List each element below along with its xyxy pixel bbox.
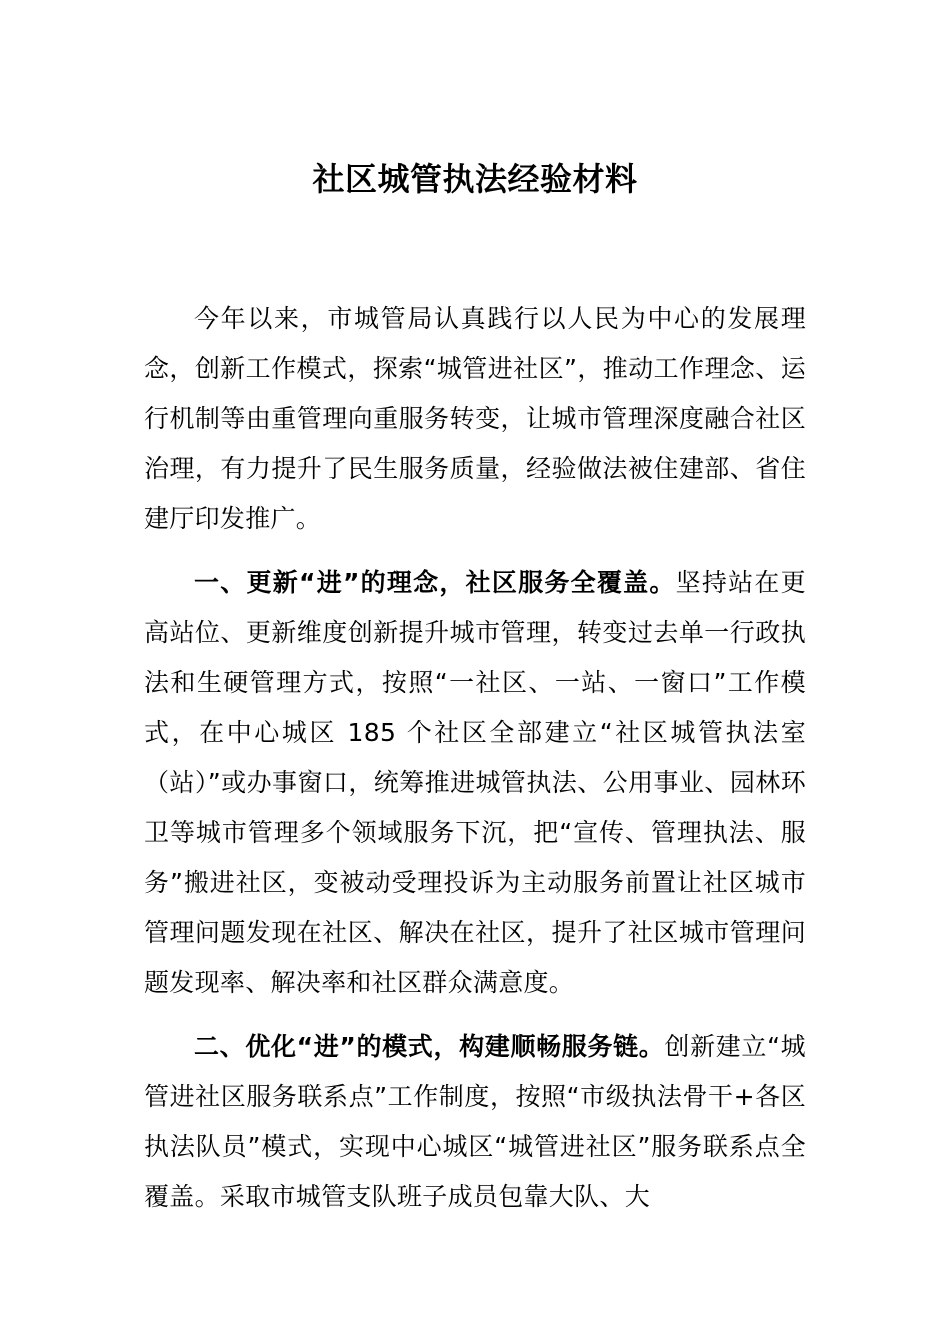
paragraph-text: 今年以来，市城管局认真践行以人民为中心的发展理念，创新工作模式，探索“城管进社区”，推动工作理念、运行机制等由重管理向重服务转变，让城市管理深度融合社区治理，有力提升了民生服务质量，经验做法被住建部、省住建厅印发推广。	[144, 304, 806, 533]
paragraph-text: 坚持站在更高站位、更新维度创新提升城市管理，转变过去单一行政执法和生硬管理方式，按照“一社区、一站、一窗口”工作模式，在中心城区 185 个社区全部建立“社区城管执法室（站）”或办事窗口，统筹推进城管执法、公用事业、园林环卫等城市管理多个领域服务下沉，把“宣传、管理执法、服务”搬进社区，变被动受理投诉为主动服务前置让社区城市管理问题发现在社区、解决在社区，提升了社区城市管理问题发现率、解决率和社区群众满意度。	[144, 568, 806, 997]
document-body	[144, 294, 806, 1236]
document-title: 社区城管执法经验材料	[312, 160, 638, 198]
paragraph-heading: 一、更新“进”的理念，社区服务全覆盖。	[194, 568, 676, 597]
paragraph-text: 创新建立“城管进社区服务联系点”工作制度，按照“市级执法骨干+各区执法队员”模式，实现中心城区“城管进社区”服务联系点全覆盖。采取市城管支队班子成员包靠大队、大	[144, 1032, 806, 1211]
paragraph-intro	[144, 294, 806, 544]
paragraph-section-2	[144, 1022, 806, 1222]
paragraph-section-1	[144, 558, 806, 1008]
paragraph-heading: 二、优化“进”的模式，构建顺畅服务链。	[194, 1032, 665, 1061]
